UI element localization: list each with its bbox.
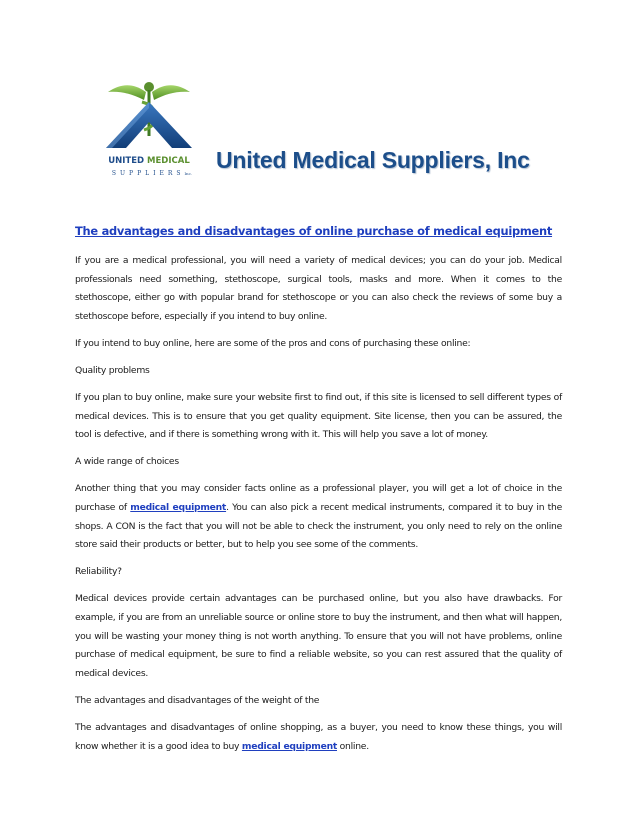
article-title: The advantages and disadvantages of online purchase of medical equipment [75, 224, 553, 238]
medical-equipment-link-2[interactable]: medical equipment [241, 740, 338, 752]
section-heading-choices: A wide range of choices [75, 456, 179, 468]
paragraph-choices-text-a: Another thing that you may consider facts online as a professional player, you will get a lot of choice in the purchase of [75, 483, 562, 514]
section-heading-reliability: Reliability? [75, 566, 122, 578]
paragraph-quality: If you plan to buy online, make sure your website first to find out, if this site is licensed to sell different types of medical devices. This is to ensure that you get quality equipment. Site license, then you can be assured, the tool is defective, and if there is something wrong with it. This will help you save a lot of money. [75, 392, 562, 441]
company-logo [86, 72, 216, 184]
paragraph-conclusion-text-b: online. [337, 740, 369, 752]
caduceus-house-logo-icon [86, 72, 212, 156]
paragraph-choices [75, 480, 562, 554]
paragraph-intro: If you are a medical professional, you will need a variety of medical devices; you can do your job. Medical professionals need something, stethoscope, surgical tools, masks and more. When it comes to the stethoscope, either go with popular brand for stethoscope or you can also check the reviews of some buy a stethoscope before, especially if you intend to buy online. [75, 255, 562, 322]
logo-suffix: Inc. [184, 171, 193, 176]
section-heading-quality: Quality problems [75, 364, 150, 376]
section-heading-weight: The advantages and disadvantages of the weight of the [75, 694, 320, 706]
paragraph-pros-cons: If you intend to buy online, here are some of the pros and cons of purchasing these online: [75, 337, 471, 349]
article [75, 220, 562, 765]
logo-word-united: UNITED [108, 156, 145, 166]
paragraph-conclusion [75, 719, 562, 756]
paragraph-conclusion-text-a: The advantages and disadvantages of online shopping, as a buyer, you need to know these things, you will know whether it is a good idea to buy [75, 721, 562, 752]
paragraph-choices-text-b: . You can also pick a recent medical instruments, compared it to buy in the shops. A CON is the fact that you will not be able to check the instrument, you only need to rely on the online store said their products or better, but to help you see some of the comments. [75, 502, 562, 551]
logo-word-suppliers: SUPPLIERS [111, 170, 185, 177]
logo-subtitle [92, 170, 212, 177]
company-name: United Medical Suppliers, Inc [216, 147, 530, 173]
medical-equipment-link[interactable]: medical equipment [130, 502, 227, 514]
logo-word-medical: MEDICAL [147, 156, 190, 166]
paragraph-reliability: Medical devices provide certain advantages can be purchased online, but you also have drawbacks. For example, if you are from an unreliable source or online store to buy the instrument, and then what will happen, you will be wasting your money thing is not worth anything. To ensure that you will not have problems, online purchase of medical equipment, be sure to find a reliable website, so you can rest assured that the quality of medical devices. [75, 593, 562, 679]
logo-wordmark [86, 156, 212, 166]
